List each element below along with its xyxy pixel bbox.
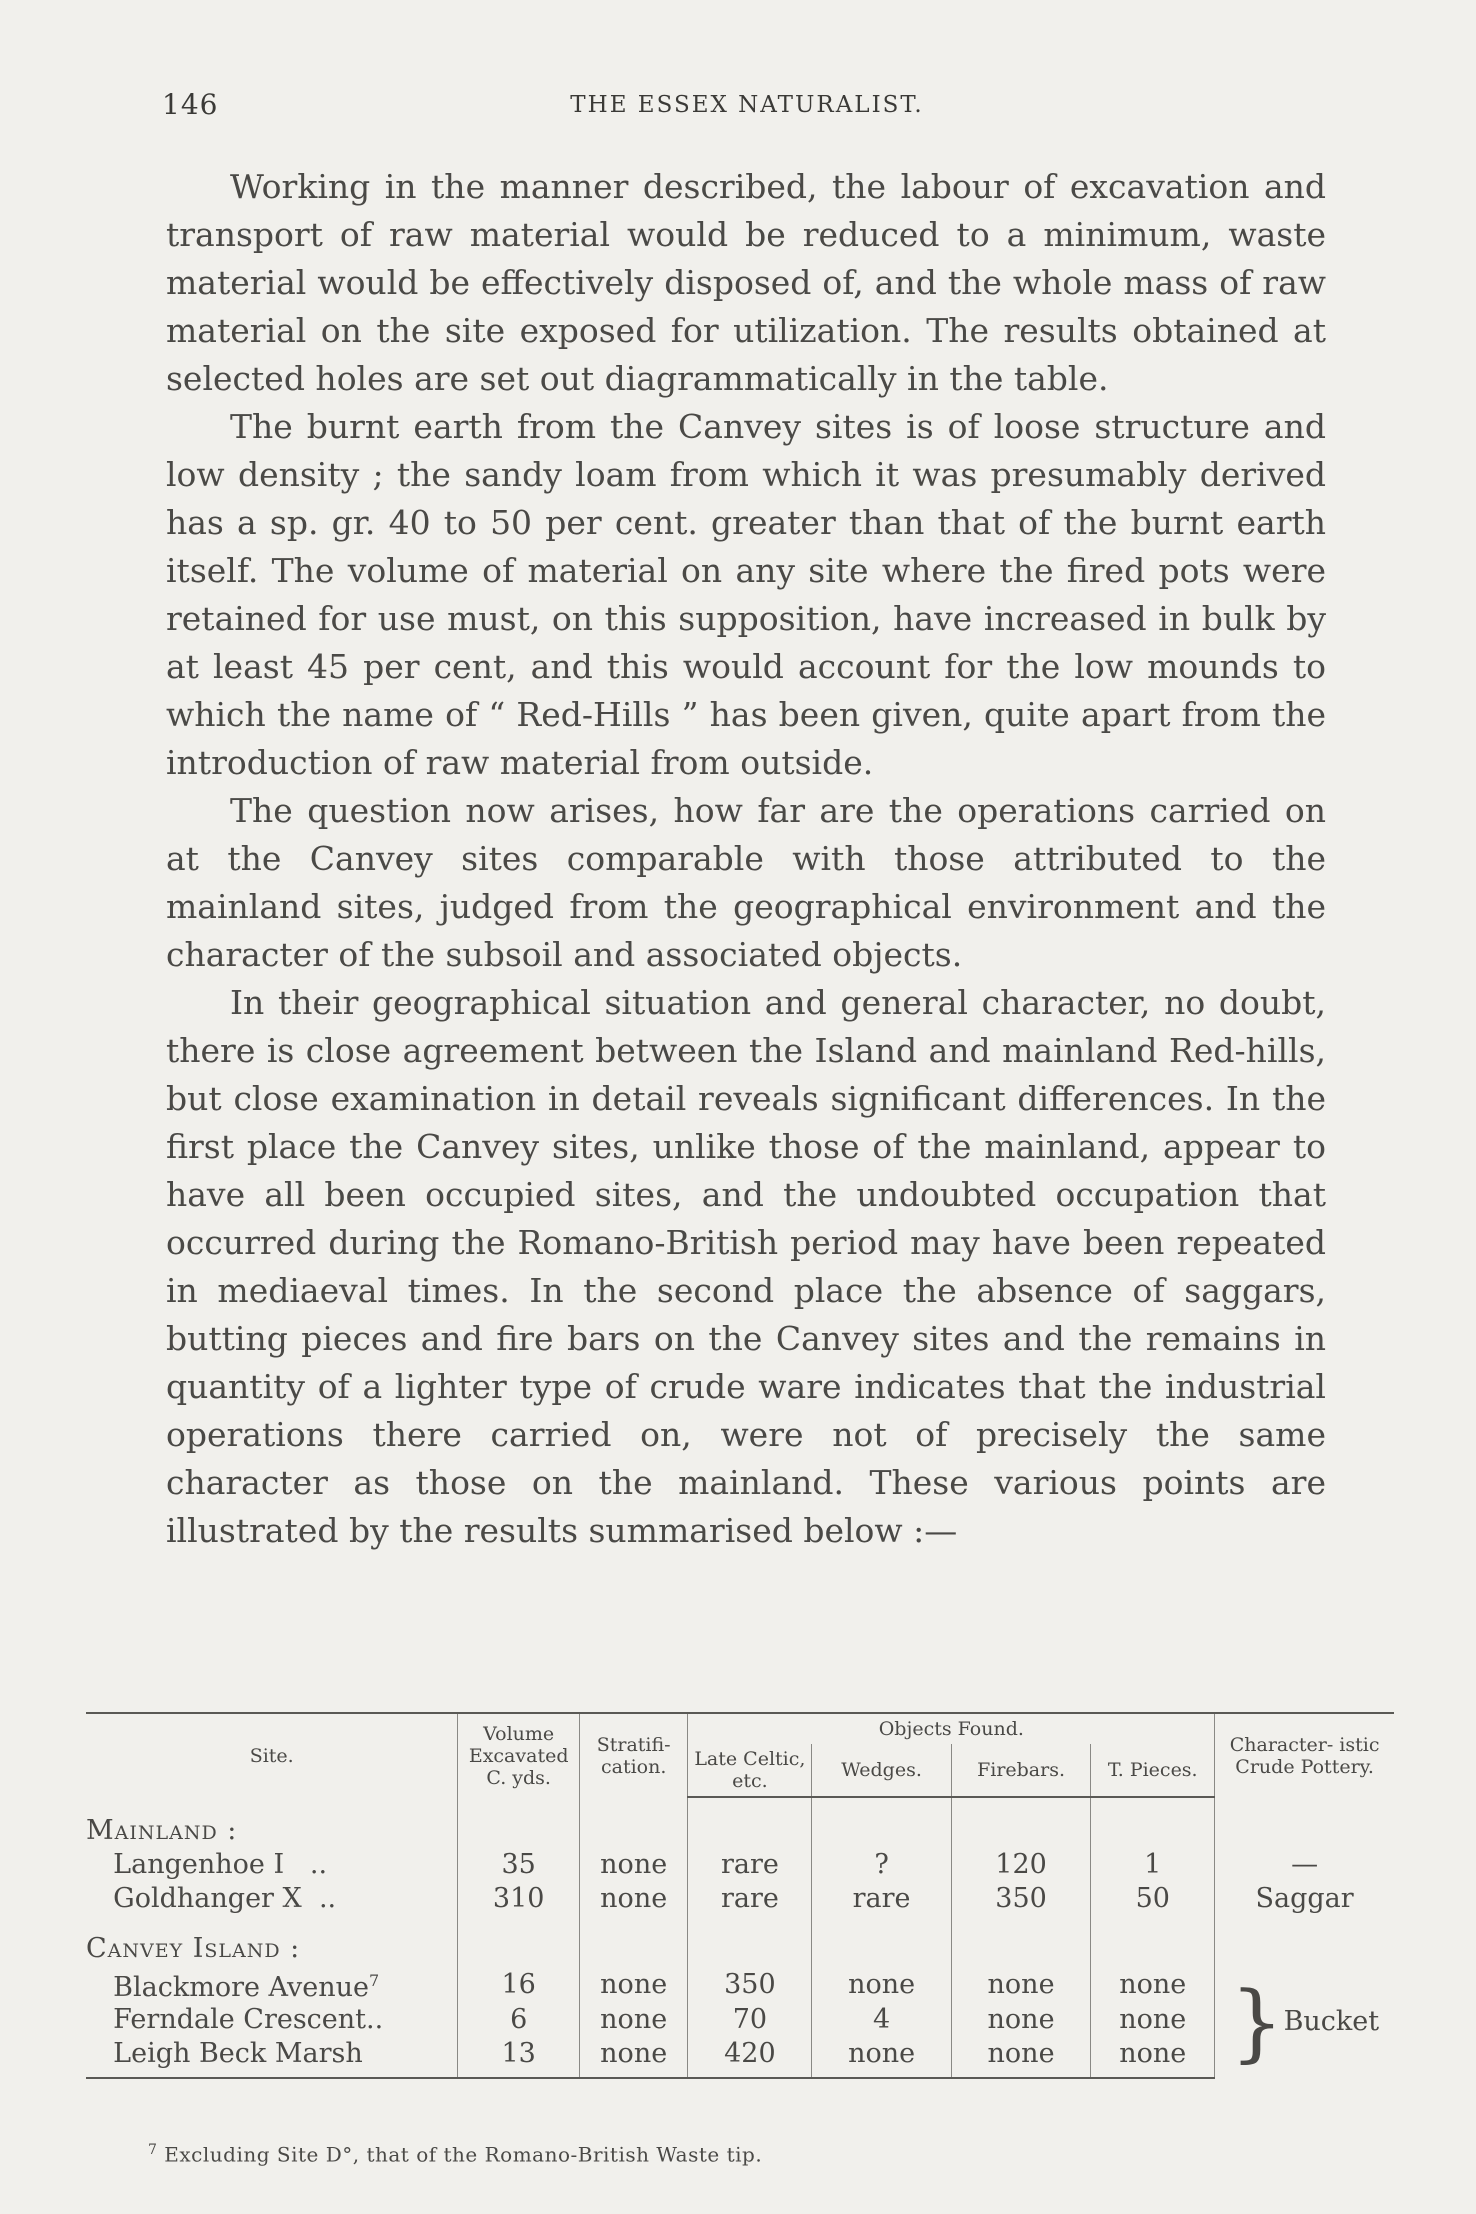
paragraph: Working in the manner described, the labour of excavation and transport of raw material would be reduced to a minimum, waste material would be effectively disposed of, and the whole mass of raw material on the site exposed for utilization. The results obtained at selected holes are set out diagrammatically in the table.: [166, 167, 1326, 398]
header-t-pieces: T. Pieces.: [1091, 1744, 1215, 1797]
site-cell: Langenhoe I ..: [113, 1849, 328, 1880]
t-pieces-cell: 50: [1091, 1882, 1215, 1916]
stratification-cell: none: [579, 1882, 687, 1916]
wedges-cell: ?: [812, 1848, 951, 1882]
header-pottery: Character- istic Crude Pottery.: [1215, 1713, 1394, 1797]
header-volume: Volume Excavated C. yds.: [458, 1713, 580, 1797]
pottery-bucket: Bucket: [1283, 2006, 1380, 2037]
t-pieces-cell: none: [1091, 2037, 1215, 2078]
group-label: Mainland :: [86, 1815, 238, 1846]
t-pieces-cell: none: [1091, 1966, 1215, 2003]
header-objects-found: Objects Found.: [688, 1713, 1215, 1744]
table-row: [86, 1966, 1394, 2003]
wedges-cell: none: [812, 1966, 951, 2003]
volume-cell: 35: [458, 1848, 580, 1882]
site-cell: Ferndale Crescent..: [113, 2004, 384, 2035]
late-celtic-cell: rare: [688, 1882, 812, 1916]
pottery-cell: —: [1215, 1848, 1394, 1882]
pottery-cell: [1215, 1966, 1394, 2078]
late-celtic-cell: 70: [688, 2003, 812, 2037]
paragraph: The question now arises, how far are the operations carried on at the Canvey sites comparable with those attributed to the mainland sites, judged from the geographical environment and the character of the subsoil and associated objects.: [166, 791, 1326, 974]
firebars-cell: none: [951, 2003, 1090, 2037]
group-row: [86, 1814, 1394, 1848]
late-celtic-cell: 420: [688, 2037, 812, 2078]
group-row: [86, 1932, 1394, 1966]
stratification-cell: none: [579, 1966, 687, 2003]
footnote-text: Excluding Site D°, that of the Romano-British Waste tip.: [164, 2142, 763, 2167]
stratification-cell: none: [579, 2037, 687, 2078]
table-row: [86, 2003, 1394, 2037]
brace: }: [1230, 1973, 1284, 2071]
header-firebars: Firebars.: [951, 1744, 1090, 1797]
footnote-mark: 7: [368, 1971, 380, 1990]
late-celtic-cell: rare: [688, 1848, 812, 1882]
group-label: Canvey Island :: [86, 1933, 301, 1964]
t-pieces-cell: none: [1091, 2003, 1215, 2037]
table-row: [86, 1882, 1394, 1916]
table-row: [86, 2037, 1394, 2078]
wedges-cell: rare: [812, 1882, 951, 1916]
running-title: THE ESSEX NATURALIST.: [570, 92, 924, 118]
firebars-cell: 120: [951, 1848, 1090, 1882]
results-table: [86, 1712, 1394, 2079]
firebars-cell: none: [951, 2037, 1090, 2078]
t-pieces-cell: 1: [1091, 1848, 1215, 1882]
site-cell: Goldhanger X ..: [113, 1883, 337, 1914]
volume-cell: 13: [458, 2037, 580, 2078]
stratification-cell: none: [579, 2003, 687, 2037]
paragraph: The burnt earth from the Canvey sites is of loose structure and low density ; the sandy loam from which it was presumably derived has a sp. gr. 40 to 50 per cent. greater than that of the burnt earth itself. The volume of material on any site where the fired pots were retained for use must, on this supposition, have increased in bulk by at least 45 per cent, and this would account for the low mounds to which the name of “ Red-Hills ” has been given, quite apart from the introduction of raw material from outside.: [166, 407, 1326, 782]
site-cell: Leigh Beck Marsh: [86, 2037, 458, 2078]
header-stratification: Stratifi- cation.: [579, 1713, 687, 1797]
table-row: [86, 1848, 1394, 1882]
volume-cell: 310: [458, 1882, 580, 1916]
stratification-cell: none: [579, 1848, 687, 1882]
page-header: [162, 88, 1332, 128]
wedges-cell: 4: [812, 2003, 951, 2037]
body-text: [166, 163, 1326, 1555]
wedges-cell: none: [812, 2037, 951, 2078]
firebars-cell: none: [951, 1966, 1090, 2003]
pottery-cell: Saggar: [1215, 1882, 1394, 1916]
page-number: 146: [162, 88, 219, 121]
firebars-cell: 350: [951, 1882, 1090, 1916]
results-table-wrap: [86, 1712, 1394, 2079]
footnote: [148, 2142, 762, 2167]
volume-cell: 6: [458, 2003, 580, 2037]
volume-cell: 16: [458, 1966, 580, 2003]
header-wedges: Wedges.: [812, 1744, 951, 1797]
late-celtic-cell: 350: [688, 1966, 812, 2003]
header-late-celtic: Late Celtic, etc.: [688, 1744, 812, 1797]
paragraph: In their geographical situation and general character, no doubt, there is close agreement between the Island and mainland Red-hills, but close examination in detail reveals significant differences. In the first place the Canvey sites, unlike those of the mainland, appear to have all been occupied sites, and the undoubted occupation that occurred during the Romano-British period may have been repeated in mediaeval times. In the second place the absence of saggars, butting pieces and fire bars on the Canvey sites and the remains in quantity of a lighter type of crude ware indicates that the industrial operations there carried on, were not of precisely the same character as those on the mainland. These various points are illustrated by the results summarised below :—: [166, 983, 1326, 1550]
header-site: Site.: [86, 1713, 458, 1797]
footnote-mark: 7: [148, 2142, 158, 2158]
site-cell: Blackmore Avenue$^7$: [113, 1971, 380, 2003]
